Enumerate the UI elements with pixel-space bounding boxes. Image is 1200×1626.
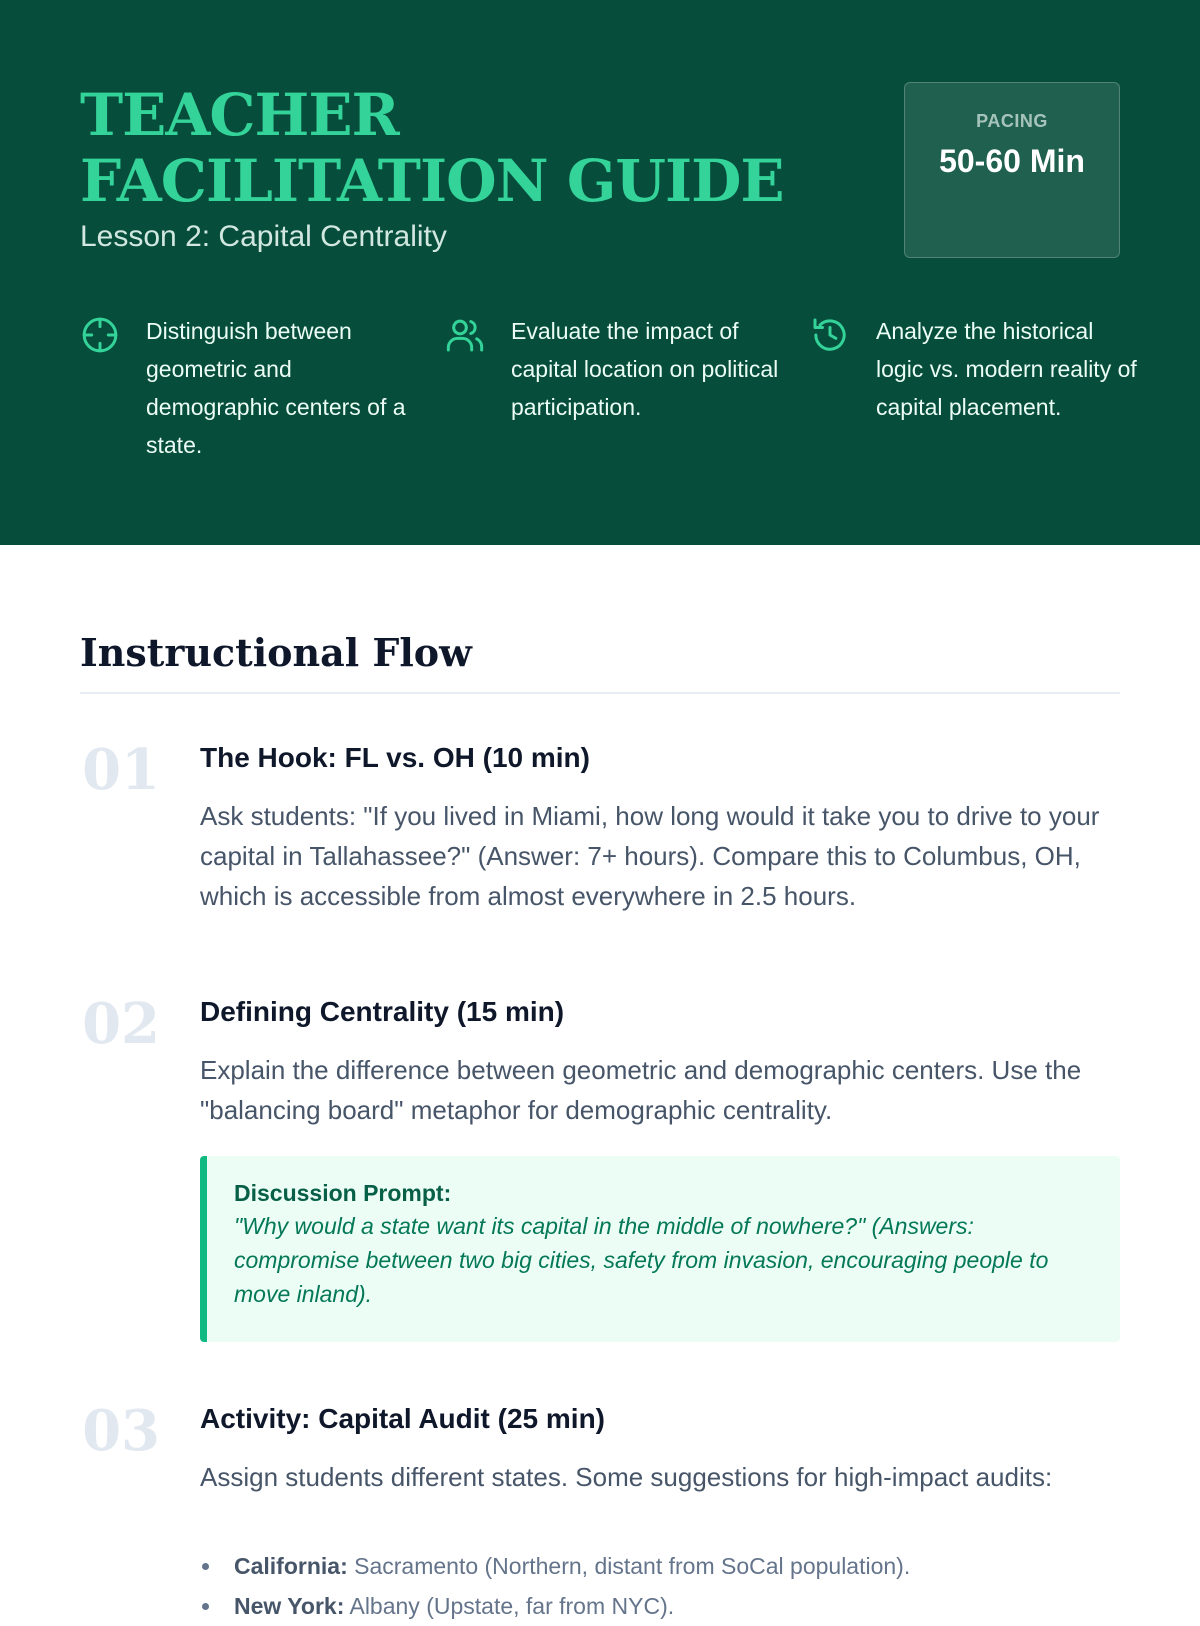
discussion-prompt-text: "Why would a state want its capital in the middle of nowhere?" (Answers: compromise between two big cities, safety from invasion, encouraging people to move inland).: [234, 1213, 1049, 1307]
step-number: 02: [82, 991, 160, 1057]
step-description: Assign students different states. Some suggestions for high-impact audits:: [200, 1462, 1053, 1492]
step-title: Defining Centrality (15 min): [200, 996, 565, 1027]
list-item: [200, 1546, 1120, 1586]
step-number: 01: [82, 737, 160, 803]
users-icon: [445, 315, 485, 355]
discussion-prompt-callout: [200, 1156, 1120, 1342]
pacing-value: 50-60 Min: [939, 143, 1085, 179]
objective-text: Evaluate the impact of capital location on political participation.: [511, 318, 779, 420]
state-name: New York:: [234, 1593, 345, 1619]
objective-text: Analyze the historical logic vs. modern reality of capital placement.: [876, 318, 1137, 420]
step-title: The Hook: FL vs. OH (10 min): [200, 742, 590, 773]
pacing-label: PACING: [976, 111, 1048, 131]
section-title: Instructional Flow: [80, 630, 472, 675]
state-capital-note: Albany (Upstate, far from NYC).: [349, 1593, 675, 1619]
discussion-prompt-label: Discussion Prompt:: [234, 1180, 452, 1206]
crosshair-icon: [80, 315, 120, 355]
step-description: Ask students: "If you lived in Miami, how long would it take you to drive to your capital in Tallahassee?" (Answer: 7+ hours). Compare this to Columbus, OH, which is accessible from almost everywhere in 2.5 hours.: [200, 801, 1100, 911]
section-divider: [80, 692, 1120, 694]
header-banner: [0, 0, 1200, 545]
step-description: Explain the difference between geometric and demographic centers. Use the "balancing board" metaphor for demographic centrality.: [200, 1055, 1082, 1125]
list-item: [200, 1586, 1120, 1626]
state-name: California:: [234, 1553, 348, 1579]
lesson-subtitle: Lesson 2: Capital Centrality: [80, 220, 447, 253]
state-capital-note: Sacramento (Northern, distant from SoCal population).: [354, 1553, 911, 1579]
objective-text: Distinguish between geometric and demographic centers of a state.: [146, 318, 406, 458]
history-icon: [810, 315, 850, 355]
step-number: 03: [82, 1398, 160, 1464]
step-title: Activity: Capital Audit (25 min): [200, 1403, 606, 1434]
page-title: TEACHER FACILITATION GUIDE: [80, 81, 784, 215]
audit-suggestions-list: [200, 1546, 1120, 1626]
pacing-badge: [904, 82, 1120, 258]
